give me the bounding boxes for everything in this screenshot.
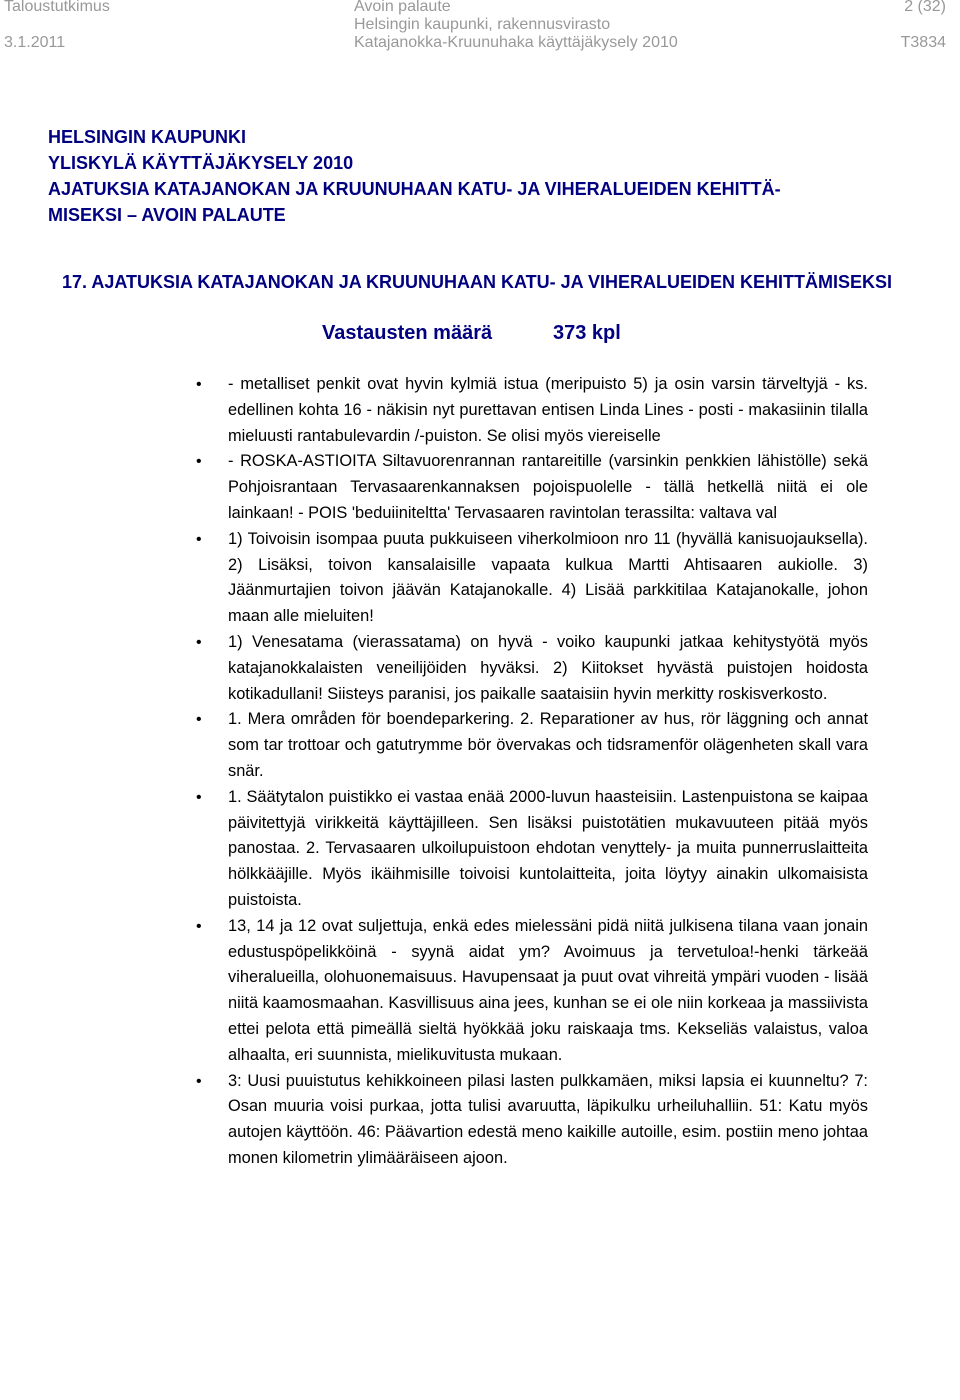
page-header — [0, 0, 960, 60]
header-report-type: Avoin palaute — [354, 0, 451, 15]
answer-item: • 13, 14 ja 12 ovat suljettuja, enkä edes mielessäni pidä niitä julkisena tilana vaan jonain edustuspöpelikköinä - syynä aidat ym? Avoimuus ja tervetuloa!-henki tärkeää viheralueilla, olohuonemaisuus. Havupensaat ja puut ovat vihreitä ympäri vuoden - lisää niitä kaamosmaahan. Kasvillisuus aina jees, kunhan se ei ole niin korkeaa ja massiivista ettei pelota että pimeällä sieltä hyökkää joku raiskaaja tms. Kekseliäs valaistus, valoa alhaalta, eri suunnista, mielikuvitusta mukaan. — [196, 914, 868, 1069]
answer-item: • 1. Mera områden för boendeparkering. 2. Reparationer av hus, rör läggning och annat som tar trottoar och gatutrymme bör övervakas och tidsramenför olägenheten skall vara snär. — [196, 707, 868, 784]
header-page-number: 2 (32) — [904, 0, 946, 15]
answer-item: • - metalliset penkit ovat hyvin kylmiä istua (meripuisto 5) ja osin varsin tärveltyjä - ks. edellinen kohta 16 - näkisin nyt purettavan entisen Linda Lines - posti - makasiinin tilalla mieluusti rantabulevardin /-puiston. Se olisi myös viereiselle — [196, 372, 868, 449]
answer-item: • 1. Säätytalon puistikko ei vastaa enää 2000-luvun haasteisiin. Lastenpuistona se kaipaa päivitettyjä virikkeitä käyttäjilleen. Sen lisäksi puistotätien mukavuuteen pitää myös panostaa. 2. Tervasaaren ulkoilupuistoon ehdotan venyttely- ja muita punnerruslaitteita hölkkääjille. Myös ikäihmisille toivoisi kuntolaitteita, joita löytyy ainakin ulkomaisista puistoista. — [196, 785, 868, 914]
question-title: 17. AJATUKSIA KATAJANOKAN JA KRUUNUHAAN KATU- JA VIHERALUEIDEN KEHITTÄMISEKSI — [62, 272, 893, 292]
answer-item: • 1) Toivoisin isompaa puuta pukkuiseen viherkolmioon nro 11 (hyvällä kanisuojauksella). 2) Lisäksi, toivon kansalaisille vapaata kulkua Martti Ahtisaaren aukiolle. 3) Jäänmurtajien toivon jäävän Katajanokalle. 4) Lisää parkkitilaa Katajanokalle, johon maan alle mieluiten! — [196, 527, 868, 630]
response-count-label: Vastausten määrä — [322, 322, 493, 344]
answer-item: • 1) Venesatama (vierassatama) on hyvä - voiko kaupunki jatkaa kehitystyötä myös katajanokkalaisten veneilijöiden hyväksi. 2) Kiitokset hyvästä puistojen hoidosta kotikadullani! Siisteys paranisi, jos paikalle saataisiin hyvin merkitty roskisverkosto. — [196, 630, 868, 707]
document-title-line: AJATUKSIA KATAJANOKAN JA KRUUNUHAAN KATU- JA VIHERALUEIDEN KEHITTÄ- — [48, 179, 781, 199]
header-project-code: T3834 — [900, 34, 946, 51]
header-date: 3.1.2011 — [4, 34, 66, 51]
answer-item: • - ROSKA-ASTIOITA Siltavuorenrannan rantareitille (varsinkin penkkien lähistölle) sekä Pohjoisrantaan Tervasaarenkannaksen pojoispuolelle - tällä hetkellä niitä ei ole lainkaan! - POIS 'beduiiniteltta' Tervasaaren ravintolan terassilta: valtava val — [196, 449, 868, 526]
answer-list — [196, 372, 868, 1172]
header-client: Helsingin kaupunki, rakennusvirasto — [354, 16, 611, 33]
header-survey-name: Katajanokka-Kruunuhaka käyttäjäkysely 2010 — [354, 34, 678, 51]
header-company: Taloustutkimus — [4, 0, 110, 15]
document-title-line: MISEKSI – AVOIN PALAUTE — [48, 205, 286, 225]
document-title-line: YLISKYLÄ KÄYTTÄJÄKYSELY 2010 — [48, 153, 354, 173]
response-count-value: 373 kpl — [553, 322, 621, 344]
answer-item: • 3: Uusi puuistutus kehikkoineen pilasi lasten pulkkamäen, miksi lapsia ei kuunneltu? 7: Osan muuria voisi purkaa, jotta tulisi avaruutta, läpikulku urheiluhalliin. 51: Katu myös autojen käyttöön. 46: Päävartion edestä meno kaikille autoille, esim. postiin meno johtaa monen kilometrin ylimääräiseen ajoon. — [196, 1069, 868, 1172]
document-title — [48, 124, 928, 228]
document-title-line: HELSINGIN KAUPUNKI — [48, 127, 247, 147]
